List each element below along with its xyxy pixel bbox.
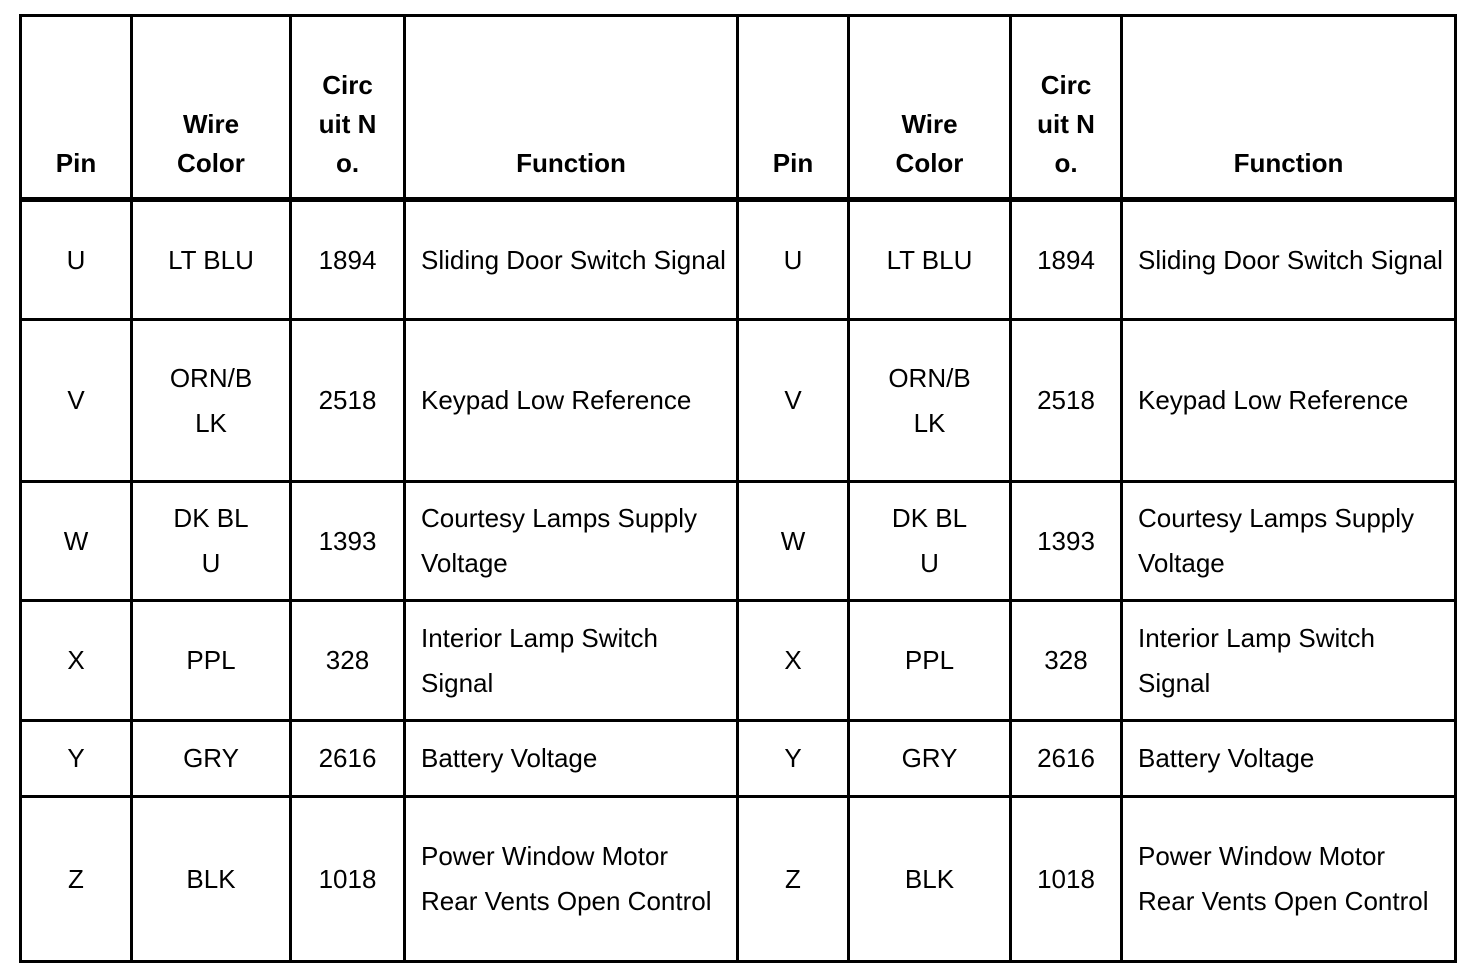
wire-color-text: ORN/BLK <box>888 362 971 438</box>
circuit-cell: 2518 <box>1011 320 1122 482</box>
function-cell: Power Window Motor Rear Vents Open Control <box>405 797 738 962</box>
wire-color-text: BLK <box>186 863 236 894</box>
circuit-cell: 328 <box>291 601 405 721</box>
column-header-pin <box>738 16 849 200</box>
pin-cell: U <box>21 200 132 320</box>
wire-color-text: PPL <box>904 645 955 675</box>
column-header-pin <box>21 16 132 200</box>
wire-color-text: LT BLU <box>168 244 254 275</box>
function-cell: Courtesy Lamps Supply Voltage <box>405 482 738 601</box>
wire-color-text: LT BLU <box>886 244 973 275</box>
column-header-function <box>1122 16 1456 200</box>
wire-color-cell <box>132 721 291 797</box>
wire-color-text: DK BLU <box>173 503 249 578</box>
wire-color-text: GRY <box>183 743 239 773</box>
header-pin-label: Pin <box>55 148 97 178</box>
function-cell: Power Window Motor Rear Vents Open Control <box>1122 797 1456 962</box>
connector-pinout-table <box>19 14 1457 963</box>
pin-cell: X <box>738 601 849 721</box>
circuit-cell: 1018 <box>1011 797 1122 962</box>
table-row <box>21 721 1456 797</box>
column-header-function <box>405 16 738 200</box>
circuit-cell: 328 <box>1011 601 1122 721</box>
function-cell: Interior Lamp Switch Signal <box>405 601 738 721</box>
pin-cell: Z <box>738 797 849 962</box>
pin-cell: Z <box>21 797 132 962</box>
table-header-row <box>21 16 1456 200</box>
function-cell: Sliding Door Switch Signal <box>1122 200 1456 320</box>
function-cell: Battery Voltage <box>1122 721 1456 797</box>
pin-cell: X <box>21 601 132 721</box>
function-cell: Interior Lamp Switch Signal <box>1122 601 1456 721</box>
column-header-wire-color <box>132 16 291 200</box>
wire-color-cell <box>132 797 291 962</box>
header-function-label: Function <box>1233 148 1344 178</box>
wire-color-cell <box>132 200 291 320</box>
circuit-cell: 1393 <box>291 482 405 601</box>
pin-cell: V <box>738 320 849 482</box>
wire-color-cell <box>132 601 291 721</box>
table-row <box>21 797 1456 962</box>
wire-color-cell <box>132 320 291 482</box>
wire-color-text: BLK <box>904 863 955 894</box>
header-pin-label: Pin <box>772 148 814 178</box>
function-cell: Sliding Door Switch Signal <box>405 200 738 320</box>
header-wire-color-label: Wire Color <box>177 109 245 178</box>
column-header-circuit-no <box>291 16 405 200</box>
circuit-cell: 2616 <box>291 721 405 797</box>
header-circuit-no-label: Circuit No. <box>318 70 377 178</box>
function-cell: Keypad Low Reference <box>405 320 738 482</box>
wire-color-cell <box>849 320 1011 482</box>
table-row <box>21 320 1456 482</box>
header-circuit-no-label: Circuit No. <box>1037 70 1095 178</box>
circuit-cell: 2518 <box>291 320 405 482</box>
pin-cell: W <box>738 482 849 601</box>
pin-cell: V <box>21 320 132 482</box>
circuit-cell: 1018 <box>291 797 405 962</box>
table-row <box>21 601 1456 721</box>
column-header-circuit-no <box>1011 16 1122 200</box>
function-cell: Courtesy Lamps Supply Voltage <box>1122 482 1456 601</box>
pin-cell: Y <box>21 721 132 797</box>
circuit-cell: 1894 <box>291 200 405 320</box>
circuit-cell: 1393 <box>1011 482 1122 601</box>
function-cell: Battery Voltage <box>405 721 738 797</box>
wire-color-text: PPL <box>186 645 236 675</box>
header-wire-color-label: Wire Color <box>895 109 964 178</box>
table-row <box>21 200 1456 320</box>
wire-color-cell <box>849 797 1011 962</box>
wire-color-text: ORN/BLK <box>169 362 253 438</box>
wire-color-cell <box>132 482 291 601</box>
wire-color-cell <box>849 601 1011 721</box>
wire-color-cell <box>849 482 1011 601</box>
pin-cell: W <box>21 482 132 601</box>
wire-color-text: GRY <box>901 743 958 773</box>
header-function-label: Function <box>516 148 626 178</box>
table-row <box>21 482 1456 601</box>
pin-cell: U <box>738 200 849 320</box>
column-header-wire-color <box>849 16 1011 200</box>
pin-cell: Y <box>738 721 849 797</box>
wire-color-cell <box>849 200 1011 320</box>
circuit-cell: 2616 <box>1011 721 1122 797</box>
circuit-cell: 1894 <box>1011 200 1122 320</box>
wire-color-cell <box>849 721 1011 797</box>
function-cell: Keypad Low Reference <box>1122 320 1456 482</box>
wire-color-text: DK BLU <box>891 503 968 578</box>
